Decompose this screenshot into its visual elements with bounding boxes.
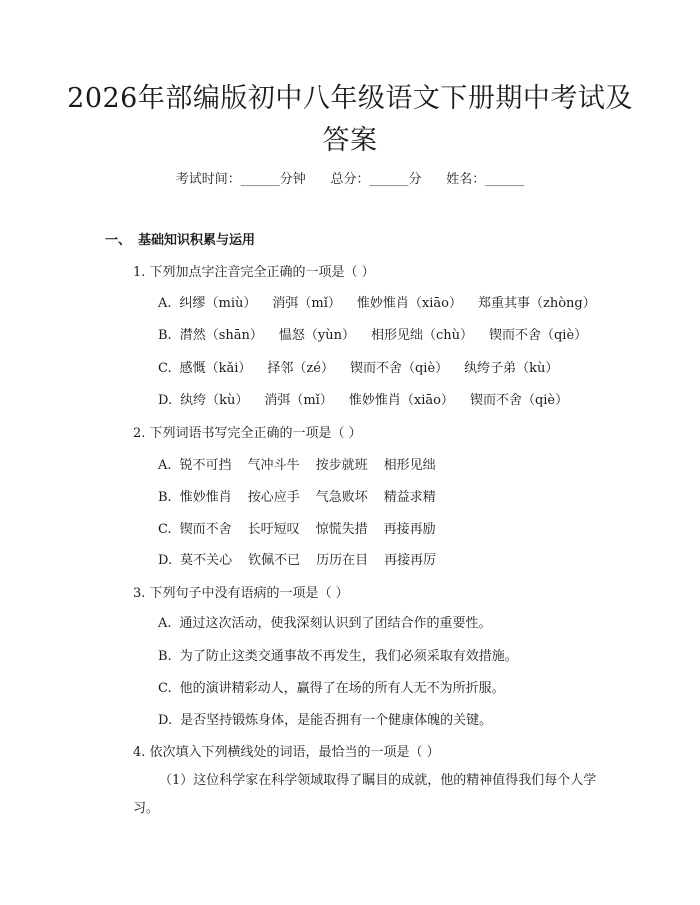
option-item: 纠缪（miù）	[179, 296, 257, 311]
option-row	[158, 324, 587, 343]
question-paragraph: （1）这位科学家在科学领域取得了瞩目的成就，他的精神值得我们每个人学习。	[133, 773, 597, 816]
option-item: 惟妙惟肖（xiāo）	[348, 393, 454, 408]
option-row	[158, 518, 436, 537]
option-item: 精益求精	[383, 490, 436, 505]
option-item: 长吁短叹	[247, 522, 300, 537]
option-item: 莫不关心	[180, 553, 233, 568]
option-item: 消弭（mǐ）	[272, 296, 341, 311]
option-label: C.	[158, 522, 172, 537]
option-label: C.	[158, 361, 172, 376]
option-row	[158, 357, 558, 376]
option-item: 按步就班	[315, 458, 368, 473]
option-item: 相形见绌	[383, 458, 436, 473]
option-item: 惟妙惟肖（xiāo）	[356, 296, 462, 311]
question-stem: 2. 下列词语书写完全正确的一项是（ ）	[133, 426, 362, 441]
question-stem: 1. 下列加点字注音完全正确的一项是（ ）	[133, 265, 375, 280]
exam-info-line: 考试时间：______分钟 总分：______分 姓名：______	[175, 172, 525, 187]
option-item: 再接再励	[383, 522, 436, 537]
option-label: C.	[158, 681, 172, 696]
section-heading	[105, 229, 255, 248]
option-item: 惊慌失措	[315, 522, 368, 537]
option-item: 通过这次活动，使我深刻认识到了团结合作的重要性。	[179, 616, 492, 631]
option-item: 锲而不舍（qiè）	[469, 393, 569, 408]
section-number: 一、	[105, 233, 132, 248]
option-item: 是否坚持锻炼身体，是能否拥有一个健康体魄的关键。	[180, 713, 493, 728]
option-row	[158, 454, 436, 473]
option-label: D.	[158, 393, 173, 408]
option-item: 锲而不舍	[179, 522, 232, 537]
option-label: B.	[158, 649, 172, 664]
option-row	[158, 677, 505, 696]
option-row	[158, 486, 436, 505]
option-item: 郑重其事（zhòng）	[477, 296, 596, 311]
option-label: D.	[158, 553, 173, 568]
option-row	[158, 389, 568, 408]
option-item: 愠怒（yùn）	[278, 328, 355, 343]
option-item: 气急败坏	[315, 490, 368, 505]
option-item: 相形见绌（chù）	[370, 328, 473, 343]
option-item: 纨绔子弟（kù）	[464, 361, 559, 376]
option-item: 气冲斗牛	[247, 458, 300, 473]
option-item: 锐不可挡	[179, 458, 232, 473]
option-item: 纨绔（kù）	[180, 393, 249, 408]
page-title: 2026年部编版初中八年级语文下册期中考试及答案	[67, 83, 633, 156]
option-label: D.	[158, 713, 173, 728]
option-item: 惟妙惟肖	[179, 490, 232, 505]
option-label: B.	[158, 328, 172, 343]
option-row	[158, 645, 518, 664]
question-stem: 3. 下列句子中没有语病的一项是（ ）	[133, 586, 349, 601]
option-item: 择邻（zé）	[267, 361, 334, 376]
option-item: 锲而不舍（qiè）	[488, 328, 588, 343]
option-item: 为了防止这类交通事故不再发生，我们必须采取有效措施。	[179, 649, 518, 664]
option-item: 按心应手	[247, 490, 300, 505]
option-row	[158, 292, 596, 311]
option-item: 感慨（kǎi）	[179, 361, 252, 376]
option-item: 消弭（mǐ）	[264, 393, 333, 408]
option-item: 历历在目	[316, 553, 369, 568]
option-row	[158, 549, 436, 568]
option-item: 锲而不舍（qiè）	[349, 361, 449, 376]
option-label: A.	[158, 616, 172, 631]
section-title: 基础知识积累与运用	[138, 233, 256, 248]
option-row	[158, 709, 492, 728]
option-label: B.	[158, 490, 172, 505]
option-item: 潸然（shān）	[179, 328, 263, 343]
option-item: 他的演讲精彩动人，赢得了在场的所有人无不为所折服。	[179, 681, 505, 696]
option-row	[158, 612, 492, 631]
option-label: A.	[158, 296, 172, 311]
question-stem: 4. 依次填入下列横线处的词语，最恰当的一项是（ ）	[133, 745, 440, 760]
option-item: 钦佩不已	[248, 553, 301, 568]
option-item: 再接再厉	[384, 553, 437, 568]
option-label: A.	[158, 458, 172, 473]
